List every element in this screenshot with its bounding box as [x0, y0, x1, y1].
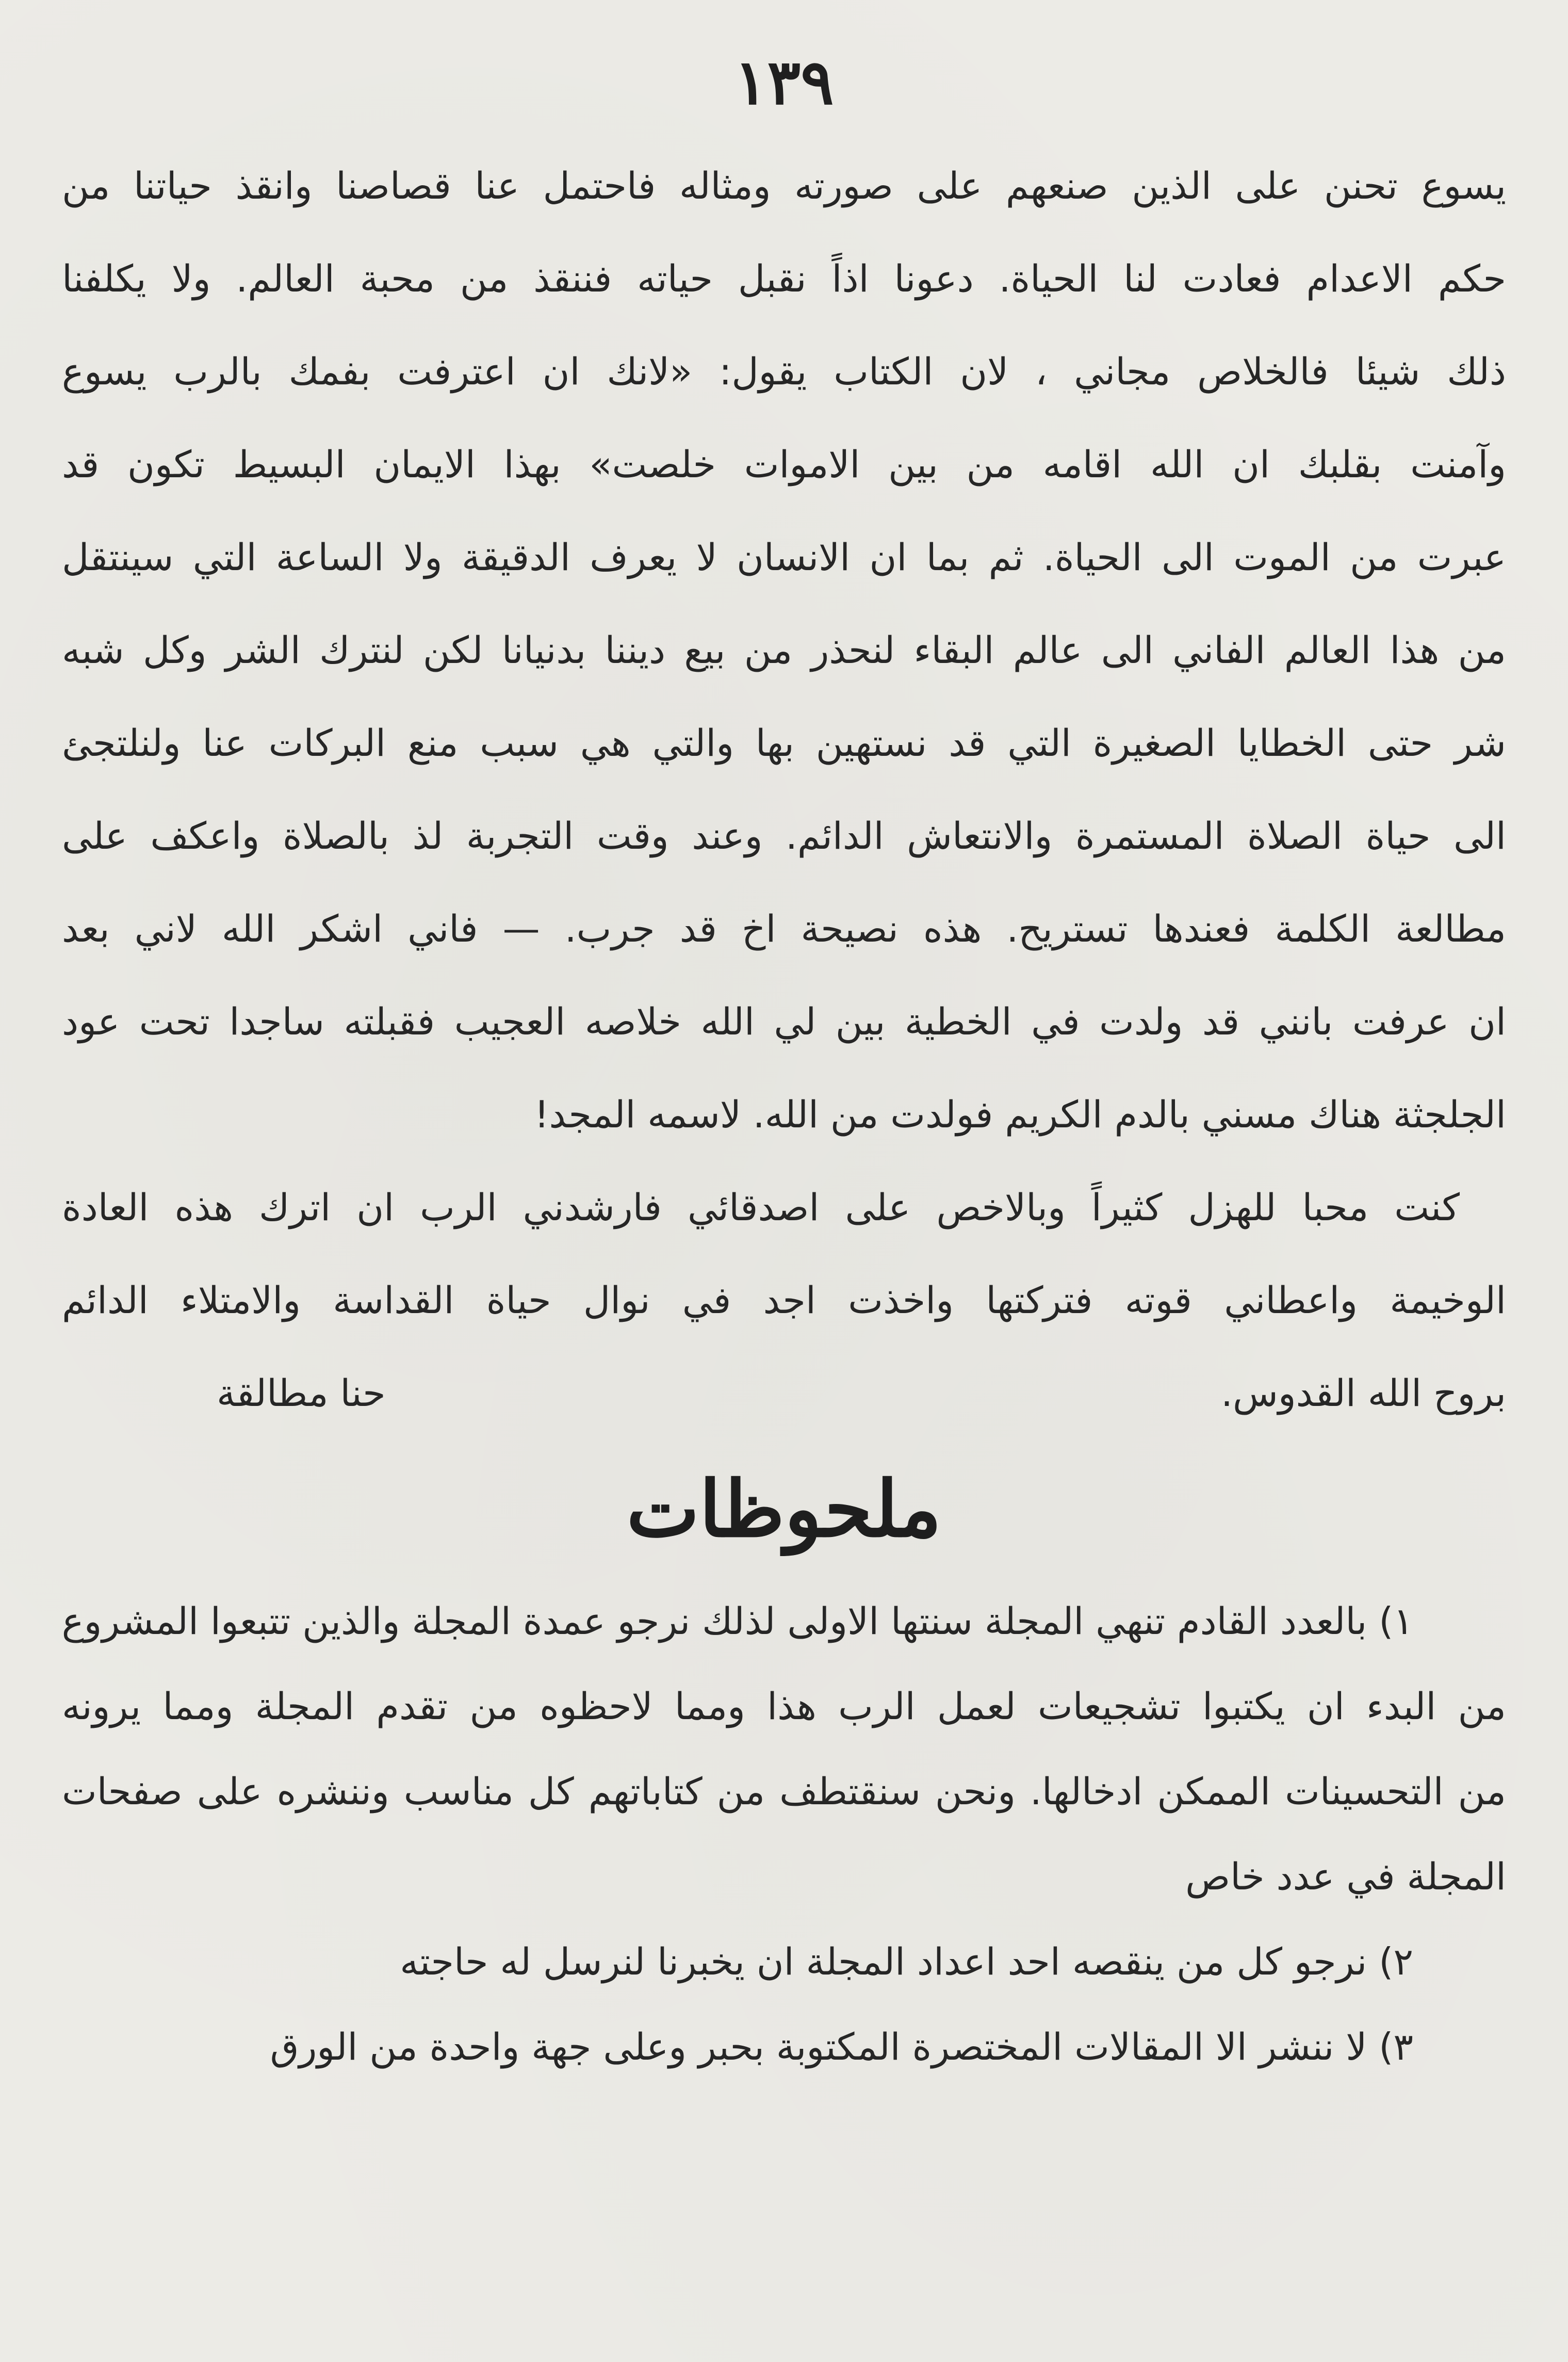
paragraph-1	[62, 139, 1506, 1161]
text-line: كنت محبا للهزل كثيراً وبالاخص على اصدقائي فارشدني الرب ان اترك هذه العادة	[62, 1186, 1460, 1229]
text-line: مطالعة الكلمة فعندها تستريح. هذه نصيحة اخ قد جرب. — فاني اشكر الله لاني بعد	[62, 907, 1506, 950]
body-text	[62, 139, 1506, 2090]
text-line: من التحسينات الممكن ادخالها. ونحن سنقتطف من كتاباتهم كل مناسب وننشره على صفحات	[62, 1770, 1506, 1813]
text-line: من هذا العالم الفاني الى عالم البقاء لنحذر من بيع ديننا بدنيانا لكن لنترك الشر وكل شبه	[62, 628, 1506, 672]
text-line: حكم الاعدام فعادت لنا الحياة. دعونا اذاً نقبل حياته فننقذ من محبة العالم. ولا يكلفنا	[62, 257, 1506, 300]
text-line: ٢) نرجو كل من ينقصه احد اعداد المجلة ان يخبرنا لنرسل له حاجته	[400, 1940, 1413, 1983]
text-line: ٣) لا ننشر الا المقالات المختصرة المكتوبة بحبر وعلى جهة واحدة من الورق	[270, 2025, 1413, 2068]
text-line: الى حياة الصلاة المستمرة والانتعاش الدائم. وعند وقت التجربة لذ بالصلاة واعكف على	[62, 814, 1506, 858]
text-line: المجلة في عدد خاص	[1185, 1855, 1506, 1898]
author-signature: حنا مطالقة	[217, 1371, 386, 1415]
text-line: الوخيمة واعطاني قوته فتركتها واخذت اجد في نوال حياة القداسة والامتلاء الدائم	[62, 1279, 1506, 1322]
text-line	[62, 1347, 1506, 1439]
text-line-content: بروح الله القدوس.	[1221, 1371, 1506, 1415]
text-line: عبرت من الموت الى الحياة. ثم بما ان الانسان لا يعرف الدقيقة ولا الساعة التي سينتقل	[62, 536, 1506, 579]
text-line: ان عرفت بانني قد ولدت في الخطية بين لي الله خلاصه العجيب فقبلته ساجدا تحت عود	[62, 1000, 1506, 1043]
notes-list	[62, 1579, 1506, 2090]
paragraph-2	[62, 1161, 1506, 1439]
note-item-3	[62, 2004, 1506, 2090]
text-line: وآمنت بقلبك ان الله اقامه من بين الاموات خلصت» بهذا الايمان البسيط تكون قد	[62, 443, 1506, 486]
text-line: شر حتى الخطايا الصغيرة التي قد نستهين بها والتي هي سبب منع البركات عنا ولنلتجئ	[62, 721, 1506, 765]
text-line: ١) بالعدد القادم تنهي المجلة سنتها الاولى لذلك نرجو عمدة المجلة والذين تتبعوا المشروع	[62, 1599, 1413, 1643]
note-item-2	[62, 1919, 1506, 2004]
note-item-1	[62, 1579, 1506, 1919]
text-line: ذلك شيئا فالخلاص مجاني ، لان الكتاب يقول: «لانك ان اعترفت بفمك بالرب يسوع	[62, 350, 1506, 393]
section-title: ملحوظات	[626, 1464, 942, 1555]
text-line: من البدء ان يكتبوا تشجيعات لعمل الرب هذا ومما لاحظوه من تقدم المجلة ومما يرونه	[62, 1685, 1506, 1728]
page-number: ١٣٩	[734, 46, 834, 119]
text-line: يسوع تحنن على الذين صنعهم على صورته ومثاله فاحتمل عنا قصاصنا وانقذ حياتنا من	[62, 164, 1506, 207]
text-line: الجلجثة هناك مسني بالدم الكريم فولدت من الله. لاسمه المجد!	[534, 1093, 1506, 1136]
